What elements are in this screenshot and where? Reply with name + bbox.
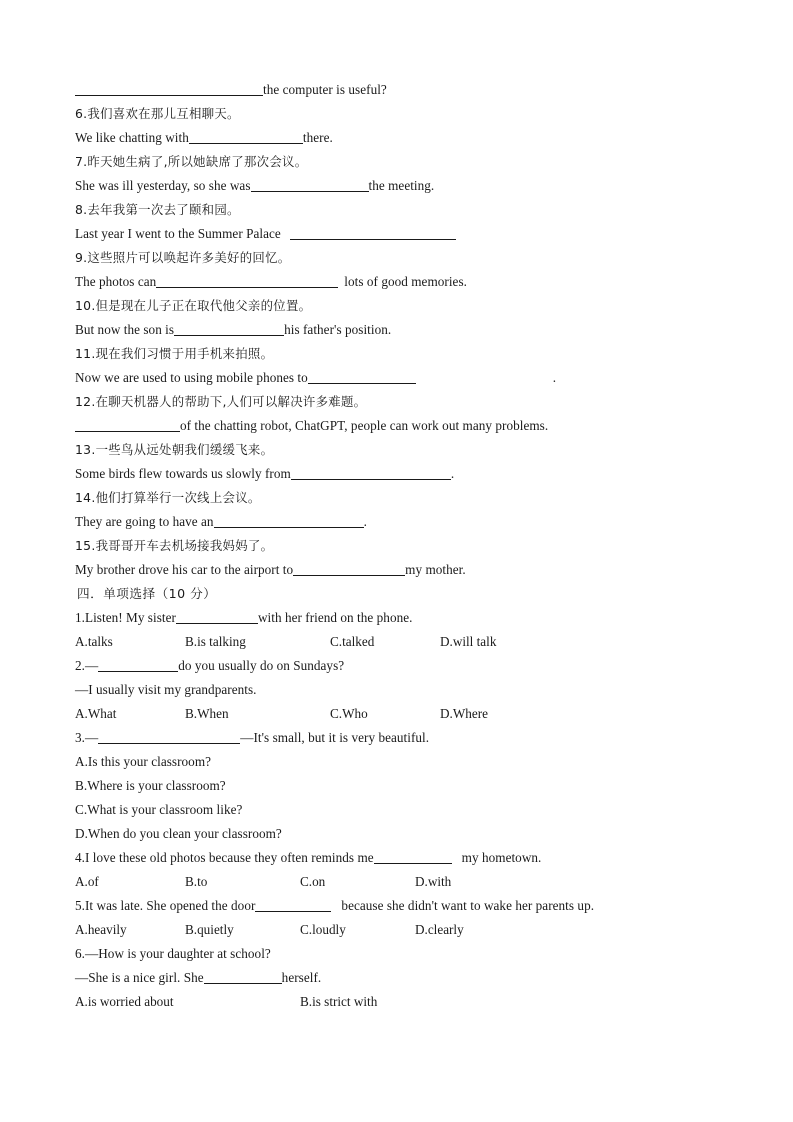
mc-question-1-options — [75, 630, 718, 654]
stem-text: herself. — [281, 970, 322, 985]
option-a[interactable]: A.of — [75, 874, 99, 889]
sentence-text: Some birds flew towards us slowly from — [75, 466, 291, 481]
stem-text: 3.— — [75, 730, 99, 745]
stem-text: —She is a nice girl. She — [75, 970, 204, 985]
section-heading-multiple-choice: 四．单项选择（10 分） — [77, 586, 217, 601]
answer-blank[interactable] — [98, 660, 178, 672]
translation-line-q6 — [75, 126, 718, 150]
sentence-text: The photos can — [75, 274, 157, 289]
sentence-text: his father's position. — [284, 322, 392, 337]
option-a[interactable]: A.is worried about — [75, 994, 174, 1009]
option-a[interactable]: A.talks — [75, 634, 113, 649]
translation-line-q13 — [75, 462, 718, 486]
translation-prompt-q6: 6.我们喜欢在那儿互相聊天。 — [75, 106, 240, 121]
translation-prompt-q13: 13.一些鸟从远处朝我们缓缓飞来。 — [75, 442, 274, 457]
answer-blank[interactable] — [156, 276, 338, 288]
translation-line-q7 — [75, 174, 718, 198]
translation-line-q9 — [75, 270, 718, 294]
stem-text: because she didn't want to wake her parents up. — [341, 898, 595, 913]
answer-blank[interactable] — [174, 324, 284, 336]
option-a[interactable]: A.What — [75, 706, 117, 721]
sentence-text: the meeting. — [368, 178, 435, 193]
translation-prompt-q11: 11.现在我们习惯于用手机来拍照。 — [75, 346, 274, 361]
option-c[interactable]: C.talked — [330, 634, 375, 649]
mc-question-3-stem — [75, 726, 718, 750]
translation-prompt-q7: 7.昨天她生病了,所以她缺席了那次会议。 — [75, 154, 308, 169]
sentence-text: lots of good memories. — [344, 274, 467, 289]
stem-text: do you usually do on Sundays? — [178, 658, 345, 673]
option-d[interactable]: D.clearly — [415, 922, 464, 937]
mc-question-2-stem — [75, 654, 718, 678]
answer-blank[interactable] — [308, 372, 416, 384]
stem-text: my hometown. — [461, 850, 542, 865]
answer-blank[interactable] — [98, 732, 240, 744]
sentence-text: there. — [302, 130, 333, 145]
stem-text: 5.It was late. She opened the door — [75, 898, 256, 913]
mc-question-4-stem — [75, 846, 718, 870]
translation-line-q5-tail — [75, 78, 718, 102]
option-d[interactable]: D.will talk — [440, 634, 497, 649]
translation-prompt-q8: 8.去年我第一次去了颐和园。 — [75, 202, 240, 217]
translation-line-q15 — [75, 558, 718, 582]
mc-question-5-options — [75, 918, 718, 942]
answer-blank[interactable] — [251, 180, 369, 192]
sentence-text: the computer is useful? — [263, 82, 387, 97]
mc-question-6-reply — [75, 966, 718, 990]
sentence-text: My brother drove his car to the airport to — [75, 562, 294, 577]
stem-text: —It's small, but it is very beautiful. — [240, 730, 430, 745]
mc-question-6-options — [75, 990, 718, 1014]
translation-line-q12 — [75, 414, 718, 438]
option-d[interactable]: D.with — [415, 874, 452, 889]
mc-question-5-stem — [75, 894, 718, 918]
translation-prompt-q14: 14.他们打算举行一次线上会议。 — [75, 490, 261, 505]
sentence-text: She was ill yesterday, so she was — [75, 178, 251, 193]
answer-blank[interactable] — [75, 420, 180, 432]
stem-text: 4.I love these old photos because they often reminds me — [75, 850, 374, 865]
sentence-text: But now the son is — [75, 322, 175, 337]
option-b[interactable]: B.to — [185, 874, 208, 889]
option-c[interactable]: C.Who — [330, 706, 368, 721]
answer-blank[interactable] — [75, 84, 263, 96]
answer-blank[interactable] — [290, 228, 456, 240]
answer-blank[interactable] — [293, 564, 405, 576]
translation-line-q11 — [75, 366, 718, 390]
mc-question-3-option-a[interactable]: A.Is this your classroom? — [75, 754, 212, 769]
option-d[interactable]: D.Where — [440, 706, 488, 721]
sentence-text: Now we are used to using mobile phones to — [75, 370, 308, 385]
translation-prompt-q9: 9.这些照片可以唤起许多美好的回忆。 — [75, 250, 291, 265]
sentence-text: my mother. — [405, 562, 466, 577]
mc-question-3-option-d[interactable]: D.When do you clean your classroom? — [75, 826, 282, 841]
answer-blank[interactable] — [291, 468, 451, 480]
answer-blank[interactable] — [214, 516, 364, 528]
answer-blank[interactable] — [189, 132, 303, 144]
sentence-text: . — [552, 370, 557, 385]
option-a[interactable]: A.heavily — [75, 922, 127, 937]
translation-line-q10 — [75, 318, 718, 342]
translation-line-q14 — [75, 510, 718, 534]
option-b[interactable]: B.is talking — [185, 634, 246, 649]
translation-prompt-q12: 12.在聊天机器人的帮助下,人们可以解决许多难题。 — [75, 394, 367, 409]
sentence-text: . — [363, 514, 367, 529]
sentence-text: . — [450, 466, 455, 481]
mc-question-2-options — [75, 702, 718, 726]
translation-prompt-q15: 15.我哥哥开车去机场接我妈妈了。 — [75, 538, 274, 553]
answer-blank[interactable] — [204, 972, 282, 984]
answer-blank[interactable] — [255, 900, 331, 912]
mc-question-6-stem: 6.—How is your daughter at school? — [75, 946, 271, 961]
sentence-text: Last year I went to the Summer Palace — [75, 226, 281, 241]
mc-question-3-option-c[interactable]: C.What is your classroom like? — [75, 802, 243, 817]
answer-blank[interactable] — [374, 852, 452, 864]
translation-prompt-q10: 10.但是现在儿子正在取代他父亲的位置。 — [75, 298, 312, 313]
mc-question-2-reply: —I usually visit my grandparents. — [75, 682, 257, 697]
option-b[interactable]: B.When — [185, 706, 229, 721]
option-c[interactable]: C.on — [300, 874, 326, 889]
translation-line-q8 — [75, 222, 718, 246]
sentence-text: We like chatting with — [75, 130, 189, 145]
option-b[interactable]: B.is strict with — [300, 994, 378, 1009]
option-c[interactable]: C.loudly — [300, 922, 346, 937]
sentence-text: They are going to have an — [75, 514, 214, 529]
stem-text: 1.Listen! My sister — [75, 610, 176, 625]
sentence-text: of the chatting robot, ChatGPT, people can work out many problems. — [180, 418, 549, 433]
mc-question-1-stem — [75, 606, 718, 630]
mc-question-4-options — [75, 870, 718, 894]
mc-question-3-option-b[interactable]: B.Where is your classroom? — [75, 778, 226, 793]
stem-text: 2.— — [75, 658, 99, 673]
stem-text: with her friend on the phone. — [257, 610, 413, 625]
option-b[interactable]: B.quietly — [185, 922, 234, 937]
answer-blank[interactable] — [176, 612, 258, 624]
